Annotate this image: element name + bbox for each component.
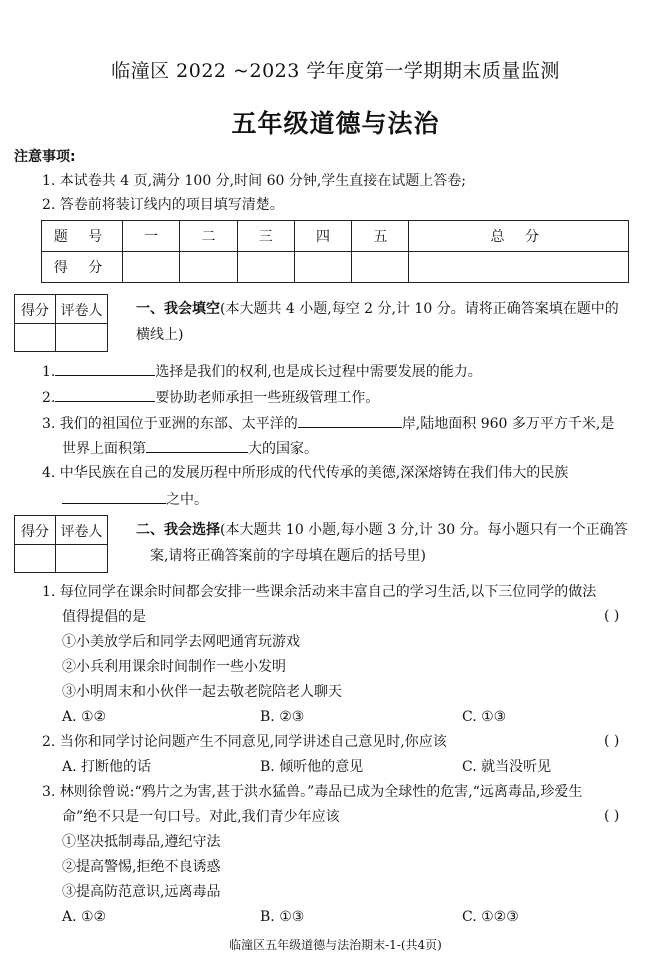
score-table-cell: 二 — [180, 221, 237, 252]
grader-box — [14, 515, 108, 573]
question-number: 2. — [42, 390, 56, 406]
score-table-header-row — [42, 221, 629, 252]
section1-heading — [136, 300, 619, 318]
score-input-cell[interactable] — [180, 252, 237, 283]
option-b: B. ①③ — [260, 909, 305, 925]
score-input-cell[interactable] — [294, 252, 351, 283]
fill-question-4: 4. 中华民族在自己的发展历程中所形成的代代传承的美德,深深熔铸在我们伟大的民族 — [42, 465, 569, 481]
score-table-cell: 一 — [123, 221, 180, 252]
grader-box-score-label: 得分 — [21, 303, 49, 319]
statement-item: ③提高防范意识,远离毒品 — [62, 884, 221, 900]
fill-question-3-cont — [62, 438, 318, 458]
option-b: B. ②③ — [260, 709, 305, 725]
grader-box-grader-label: 评卷人 — [60, 303, 103, 319]
choice-question-1-cont: 值得提倡的是 — [62, 609, 146, 625]
grader-box — [14, 294, 108, 352]
score-table-cell: 五 — [352, 221, 409, 252]
section1-heading-cont: 横线上) — [136, 327, 184, 343]
score-table-cell: 题 号 — [42, 221, 123, 252]
score-input-cell[interactable] — [352, 252, 409, 283]
score-input-cell[interactable] — [237, 252, 294, 283]
answer-blank[interactable] — [55, 361, 155, 376]
section2-heading-cont: 案,请将正确答案前的字母填在题后的括号里) — [150, 548, 426, 564]
option-c: C. ①②③ — [462, 909, 519, 925]
statement-item: ②小兵利用课余时间制作一些小发明 — [62, 659, 286, 675]
question-text: 要协助老师承担一些班级管理工作。 — [155, 390, 380, 406]
score-input-cell[interactable] — [409, 252, 629, 283]
note-item: 2. 答卷前将装订线内的项目填写清楚。 — [42, 197, 284, 213]
score-table — [41, 220, 629, 283]
page-footer: 临潼区五年级道德与法治期末-1-(共4页) — [229, 938, 442, 952]
section2-title: 二、我会选择 — [136, 522, 220, 538]
score-input-cell[interactable] — [123, 252, 180, 283]
choice-question-2: 2. 当你和同学讨论问题产生不同意见,同学讲述自己意见时,你应该 — [42, 734, 447, 750]
fill-question-2 — [42, 387, 379, 407]
choice-question-3-cont: 命”绝不只是一句口号。对此,我们青少年应该 — [62, 809, 340, 825]
score-table-cell: 得 分 — [42, 252, 123, 283]
option-a: A. ①② — [62, 909, 107, 925]
answer-blank[interactable] — [298, 413, 402, 428]
answer-parenthesis[interactable]: ( ) — [604, 808, 620, 824]
note-item: 1. 本试卷共 4 页,满分 100 分,时间 60 分钟,学生直接在试题上答卷; — [42, 173, 467, 189]
option-b: B. 倾听他的意见 — [260, 759, 364, 775]
question-text: 世界上面积第 — [62, 441, 146, 457]
statement-item: ②提高警惕,拒绝不良诱惑 — [62, 859, 221, 875]
answer-parenthesis[interactable]: ( ) — [604, 733, 620, 749]
grader-box-grader-label: 评卷人 — [60, 524, 103, 540]
score-table-cell: 三 — [237, 221, 294, 252]
question-text: 岸,陆地面积 960 多万平方千米,是 — [401, 416, 615, 432]
choice-question-1: 1. 每位同学在课余时间都会安排一些课余活动来丰富自己的学习生活,以下三位同学的做法 — [42, 584, 597, 600]
option-c: C. 就当没听见 — [462, 759, 552, 775]
fill-question-3 — [42, 413, 614, 433]
option-a: A. ①② — [62, 709, 107, 725]
question-text: 之中。 — [166, 492, 208, 508]
exam-subtitle: 五年级道德与法治 — [231, 109, 440, 138]
score-table-score-row — [42, 252, 629, 283]
question-text: 大的国家。 — [248, 441, 318, 457]
fill-question-1 — [42, 361, 482, 381]
fill-question-4-cont — [62, 489, 208, 509]
question-text: 选择是我们的权利,也是成长过程中需要发展的能力。 — [155, 364, 482, 380]
answer-blank[interactable] — [55, 387, 155, 402]
statement-item: ③小明周末和小伙伴一起去敬老院陪老人聊天 — [62, 684, 342, 700]
score-table-cell: 总 分 — [409, 221, 629, 252]
statement-item: ①小美放学后和同学去网吧通宵玩游戏 — [62, 634, 300, 650]
notes-heading: 注意事项: — [14, 149, 76, 165]
section1-instructions: (本大题共 4 小题,每空 2 分,计 10 分。请将正确答案填在题中的 — [220, 301, 619, 317]
answer-blank[interactable] — [146, 438, 248, 453]
question-text: 3. 我们的祖国位于亚洲的东部、太平洋的 — [42, 416, 298, 432]
score-table-cell: 四 — [294, 221, 351, 252]
section1-title: 一、我会填空 — [136, 301, 220, 317]
answer-blank[interactable] — [62, 489, 166, 504]
question-number: 1. — [42, 364, 56, 380]
option-a: A. 打断他的话 — [62, 759, 152, 775]
grader-box-score-label: 得分 — [21, 524, 49, 540]
section2-heading — [136, 521, 628, 539]
option-c: C. ①③ — [462, 709, 507, 725]
answer-parenthesis[interactable]: ( ) — [604, 608, 620, 624]
section2-instructions: (本大题共 10 小题,每小题 3 分,计 30 分。每小题只有一个正确答 — [220, 522, 628, 538]
statement-item: ①坚决抵制毒品,遵纪守法 — [62, 834, 221, 850]
choice-question-3: 3. 林则徐曾说:“鸦片之为害,甚于洪水猛兽。”毒品已成为全球性的危害,“远离毒品,珍爱生 — [42, 784, 583, 800]
exam-title: 临潼区 2022 ~2023 学年度第一学期期末质量监测 — [111, 60, 560, 82]
